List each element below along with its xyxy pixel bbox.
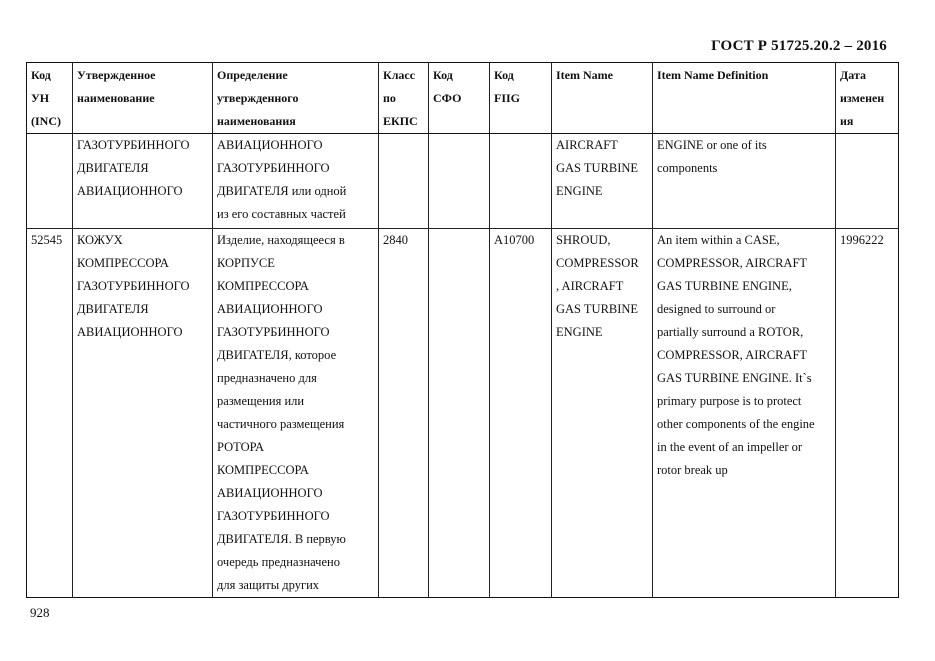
header-line: по: [383, 91, 396, 105]
col-inc-code-header: [27, 63, 73, 134]
col-fiig-code-cell: [490, 134, 552, 229]
cell-line: АВИАЦИОННОГО: [217, 302, 323, 316]
col-approved-name-cell: [73, 229, 213, 598]
cell-line: частичного размещения: [217, 417, 345, 431]
cell-line: ENGINE or one of its: [657, 138, 767, 152]
cell-line: GAS TURBINE ENGINE,: [657, 279, 792, 293]
cell-line: ДВИГАТЕЛЯ. В первую: [217, 532, 346, 546]
cell-line: предназначено для: [217, 371, 317, 385]
cell-line: ENGINE: [556, 325, 603, 339]
col-item-name-cell: [552, 229, 653, 598]
cell-line: ДВИГАТЕЛЯ или одной: [217, 184, 347, 198]
col-inc-code-cell: [27, 134, 73, 229]
cell-line: 52545: [31, 233, 63, 247]
cell-line: GAS TURBINE ENGINE. It`s: [657, 371, 812, 385]
cell-line: АВИАЦИОННОГО: [217, 486, 323, 500]
cell-line: ДВИГАТЕЛЯ, которое: [217, 348, 337, 362]
page-number: 928: [30, 605, 50, 620]
header-line: наименования: [217, 114, 296, 128]
col-name-definition-cell: [213, 229, 379, 598]
col-ekps-class-cell: [379, 134, 429, 229]
cell-line: ГАЗОТУРБИННОГО: [77, 279, 190, 293]
col-ekps-class-cell: [379, 229, 429, 598]
cell-line: очередь предназначено: [217, 555, 340, 569]
cell-line: ГАЗОТУРБИННОГО: [217, 325, 330, 339]
col-item-name-definition-cell: [653, 229, 836, 598]
col-name-definition-header: [213, 63, 379, 134]
cell-line: in the event of an impeller or: [657, 440, 803, 454]
cell-line: КОЖУХ: [77, 233, 123, 247]
header-line: ия: [840, 114, 854, 128]
cell-line: АВИАЦИОННОГО: [217, 138, 323, 152]
header-line: Утвержденное: [77, 68, 156, 82]
cell-line: ENGINE: [556, 184, 603, 198]
header-line: Item Name: [556, 68, 613, 82]
cell-line: An item within a CASE,: [657, 233, 780, 247]
header-line: Код: [31, 68, 51, 82]
cell-line: КОМПРЕССОРА: [217, 279, 309, 293]
header-line: Определение: [217, 68, 288, 82]
cell-line: ГАЗОТУРБИННОГО: [217, 161, 330, 175]
cell-line: размещения или: [217, 394, 305, 408]
col-change-date-cell: [836, 134, 899, 229]
header-line: Код: [433, 68, 453, 82]
header-line: Класс: [383, 68, 416, 82]
col-sfo-code-cell: [429, 134, 490, 229]
col-inc-code-cell: [27, 229, 73, 598]
header-line: Дата: [840, 68, 866, 82]
cell-line: SHROUD,: [556, 233, 611, 247]
cell-line: rotor break up: [657, 463, 728, 477]
col-ekps-class-header: [379, 63, 429, 134]
cell-line: COMPRESSOR: [556, 256, 639, 270]
col-fiig-code-cell: [490, 229, 552, 598]
cell-line: 1996222: [840, 233, 884, 247]
cell-line: КОМПРЕССОРА: [217, 463, 309, 477]
cell-line: АВИАЦИОННОГО: [77, 184, 183, 198]
cell-line: primary purpose is to protect: [657, 394, 802, 408]
col-fiig-code-header: [490, 63, 552, 134]
cell-line: 2840: [383, 233, 408, 247]
cell-line: AIRCRAFT: [556, 138, 618, 152]
header-line: наименование: [77, 91, 155, 105]
col-approved-name-cell: [73, 134, 213, 229]
cell-line: Изделие, находящееся в: [217, 233, 345, 247]
cell-line: GAS TURBINE: [556, 302, 639, 316]
cell-line: ГАЗОТУРБИННОГО: [77, 138, 190, 152]
col-item-name-definition-header: [653, 63, 836, 134]
cell-line: для защиты других: [217, 578, 320, 592]
col-sfo-code-cell: [429, 229, 490, 598]
cell-line: components: [657, 161, 718, 175]
header-line: СФО: [433, 91, 462, 105]
header-line: ЕКПС: [383, 114, 418, 128]
col-name-definition-cell: [213, 134, 379, 229]
cell-line: A10700: [494, 233, 535, 247]
cell-line: КОМПРЕССОРА: [77, 256, 169, 270]
cell-line: ДВИГАТЕЛЯ: [77, 302, 149, 316]
cell-line: , AIRCRAFT: [556, 279, 624, 293]
cell-line: ДВИГАТЕЛЯ: [77, 161, 149, 175]
col-sfo-code-header: [429, 63, 490, 134]
header-line: Item Name Definition: [657, 68, 769, 82]
cell-line: ГАЗОТУРБИННОГО: [217, 509, 330, 523]
cell-line: РОТОРА: [217, 440, 265, 454]
cell-line: из его составных частей: [217, 207, 346, 221]
header-line: (INC): [31, 114, 61, 128]
document-standard-header: ГОСТ Р 51725.20.2 – 2016: [711, 38, 887, 54]
table-row: [27, 229, 899, 598]
header-line: FIIG: [494, 91, 521, 105]
header-line: УН: [31, 91, 50, 105]
cell-line: partially surround a ROTOR,: [657, 325, 804, 339]
col-item-name-definition-cell: [653, 134, 836, 229]
header-line: утвержденного: [217, 91, 299, 105]
cell-line: designed to surround or: [657, 302, 776, 316]
cell-line: АВИАЦИОННОГО: [77, 325, 183, 339]
table-row-continued: [27, 134, 899, 229]
header-line: изменен: [840, 91, 885, 105]
col-change-date-cell: [836, 229, 899, 598]
cell-line: GAS TURBINE: [556, 161, 639, 175]
header-line: Код: [494, 68, 514, 82]
col-item-name-cell: [552, 134, 653, 229]
col-approved-name-header: [73, 63, 213, 134]
col-change-date-header: [836, 63, 899, 134]
cell-line: КОРПУСЕ: [217, 256, 275, 270]
col-item-name-header: [552, 63, 653, 134]
cell-line: COMPRESSOR, AIRCRAFT: [657, 256, 808, 270]
table-body: [27, 134, 899, 598]
table-header-row: [27, 63, 899, 134]
classification-table: [26, 62, 899, 598]
cell-line: other components of the engine: [657, 417, 815, 431]
cell-line: COMPRESSOR, AIRCRAFT: [657, 348, 808, 362]
